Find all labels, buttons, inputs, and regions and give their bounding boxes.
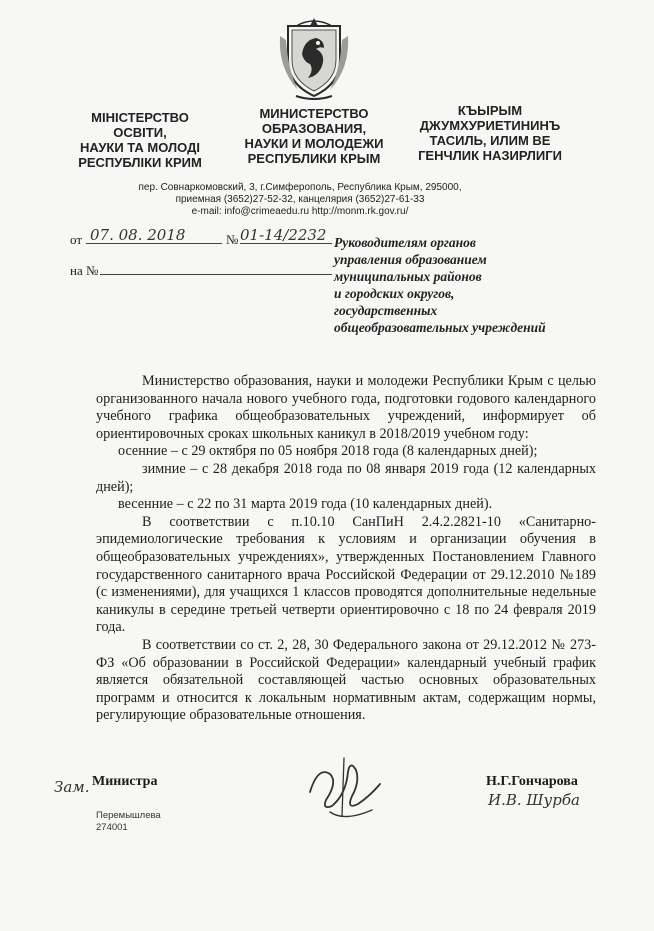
handwritten-deputy-prefix: Зам. [54,778,90,796]
header-crimean-tatar-line: ДЖУМХУРИЕТИНИНЪ [419,118,561,133]
header-crimean-tatar-line: КЪЫРЫМ [457,103,523,118]
header-russian-line: МИНИСТЕРСТВО [259,106,369,121]
recipient-block [334,234,594,336]
address-line: e-mail: info@crimeaedu.ru http://monm.rk.gov.ru/ [191,206,409,217]
letter-body [96,373,596,725]
header-crimean-tatar-line: ГЕНЧЛИК НАЗИРЛИГИ [418,148,562,163]
intro-paragraph: Министерство образования, науки и молодежи Республики Крым с целью организованного начала нового учебного года, подготовки годового календарного учебного графика общеобразовательных учреждений, информирует об ориентировочных сроках школьных каникул в 2018/2019 учебном году: [96,373,596,442]
recipient-line: управления образованием [334,252,487,267]
header-russian-line: РЕСПУБЛИКИ КРЫМ [247,151,381,166]
executor-block [96,810,161,834]
recipient-line: Руководителям органов [334,235,476,250]
address-block [110,182,490,218]
sanpin-paragraph: В соответствии с п.10.10 СанПиН 2.4.2.2821-10 «Санитарно-эпидемиологические требования к условиям и организации обучения в общеобразовательных учреждениях», утвержденных Постановлением Главного государственного санитарного врача Российской Федерации от 29.12.2010 №189 (с изменениями), для учащихся 1 классов проводятся дополнительные недельные каникулы в середине третьей четверти ориентировочно с 18 по 24 февраля 2019 года. [96,513,596,636]
handwritten-date: 07. 08. 2018 [90,226,186,244]
header-ukrainian-line: ОСВІТИ, [113,125,167,140]
handwritten-number: 01-14/2232 [240,226,327,244]
header-crimean-tatar [396,103,584,163]
signer-name: Н.Г.Гончарова [486,774,578,789]
date-label: от [70,232,83,247]
header-russian [230,106,398,166]
address-line: приемная (3652)27-52-32, канцелярия (3652)27-61-33 [175,194,425,205]
signer-title: Министра [92,774,158,789]
header-russian-line: НАУКИ И МОЛОДЕЖИ [244,136,384,151]
handwritten-signature [300,752,392,824]
header-russian-line: ОБРАЗОВАНИЯ, [261,121,367,136]
reply-to-underline [100,274,332,275]
header-ukrainian [56,110,224,170]
header-ukrainian-line: НАУКИ ТА МОЛОДІ [80,140,200,155]
recipient-line: и городских округов, [334,286,455,301]
reply-to-label: на № [70,263,99,278]
autumn-holidays: осенние – с 29 октября по 05 ноября 2018 года (8 календарных дней); [118,443,538,460]
spring-holidays: весенние – с 22 по 31 марта 2019 года (10 календарных дней). [118,496,493,513]
recipient-line: муниципальных районов [334,269,482,284]
header-ukrainian-line: МІНІСТЕРСТВО [91,110,189,125]
header-crimean-tatar-line: ТАСИЛЬ, ИЛИМ ВЕ [429,133,551,148]
executor-phone: 274001 [96,822,128,833]
number-label: № [226,232,239,247]
coat-of-arms-emblem [274,16,354,102]
winter-holidays: зимние – с 28 декабря 2018 года по 08 января 2019 года (12 календарных дней); [96,460,596,495]
recipient-line: общеобразовательных учреждений [334,320,546,335]
address-line: пер. Совнаркомовский, 3, г.Симферополь, Республика Крым, 295000, [138,182,462,193]
header-ukrainian-line: РЕСПУБЛІКИ КРИМ [78,155,202,170]
handwritten-signer-name: И.В. Шурба [488,791,580,809]
recipient-line: государственных [334,303,438,318]
executor-name: Перемышлева [96,810,161,821]
federal-law-paragraph: В соответствии со ст. 2, 28, 30 Федерального закона от 29.12.2012 № 273-ФЗ «Об образовании в Российской Федерации» календарный учебный график является обязательной составляющей частью основных образовательных программ и относится к локальным нормативным актам, содержащим нормы, регулирующие образовательные отношения. [96,636,596,724]
